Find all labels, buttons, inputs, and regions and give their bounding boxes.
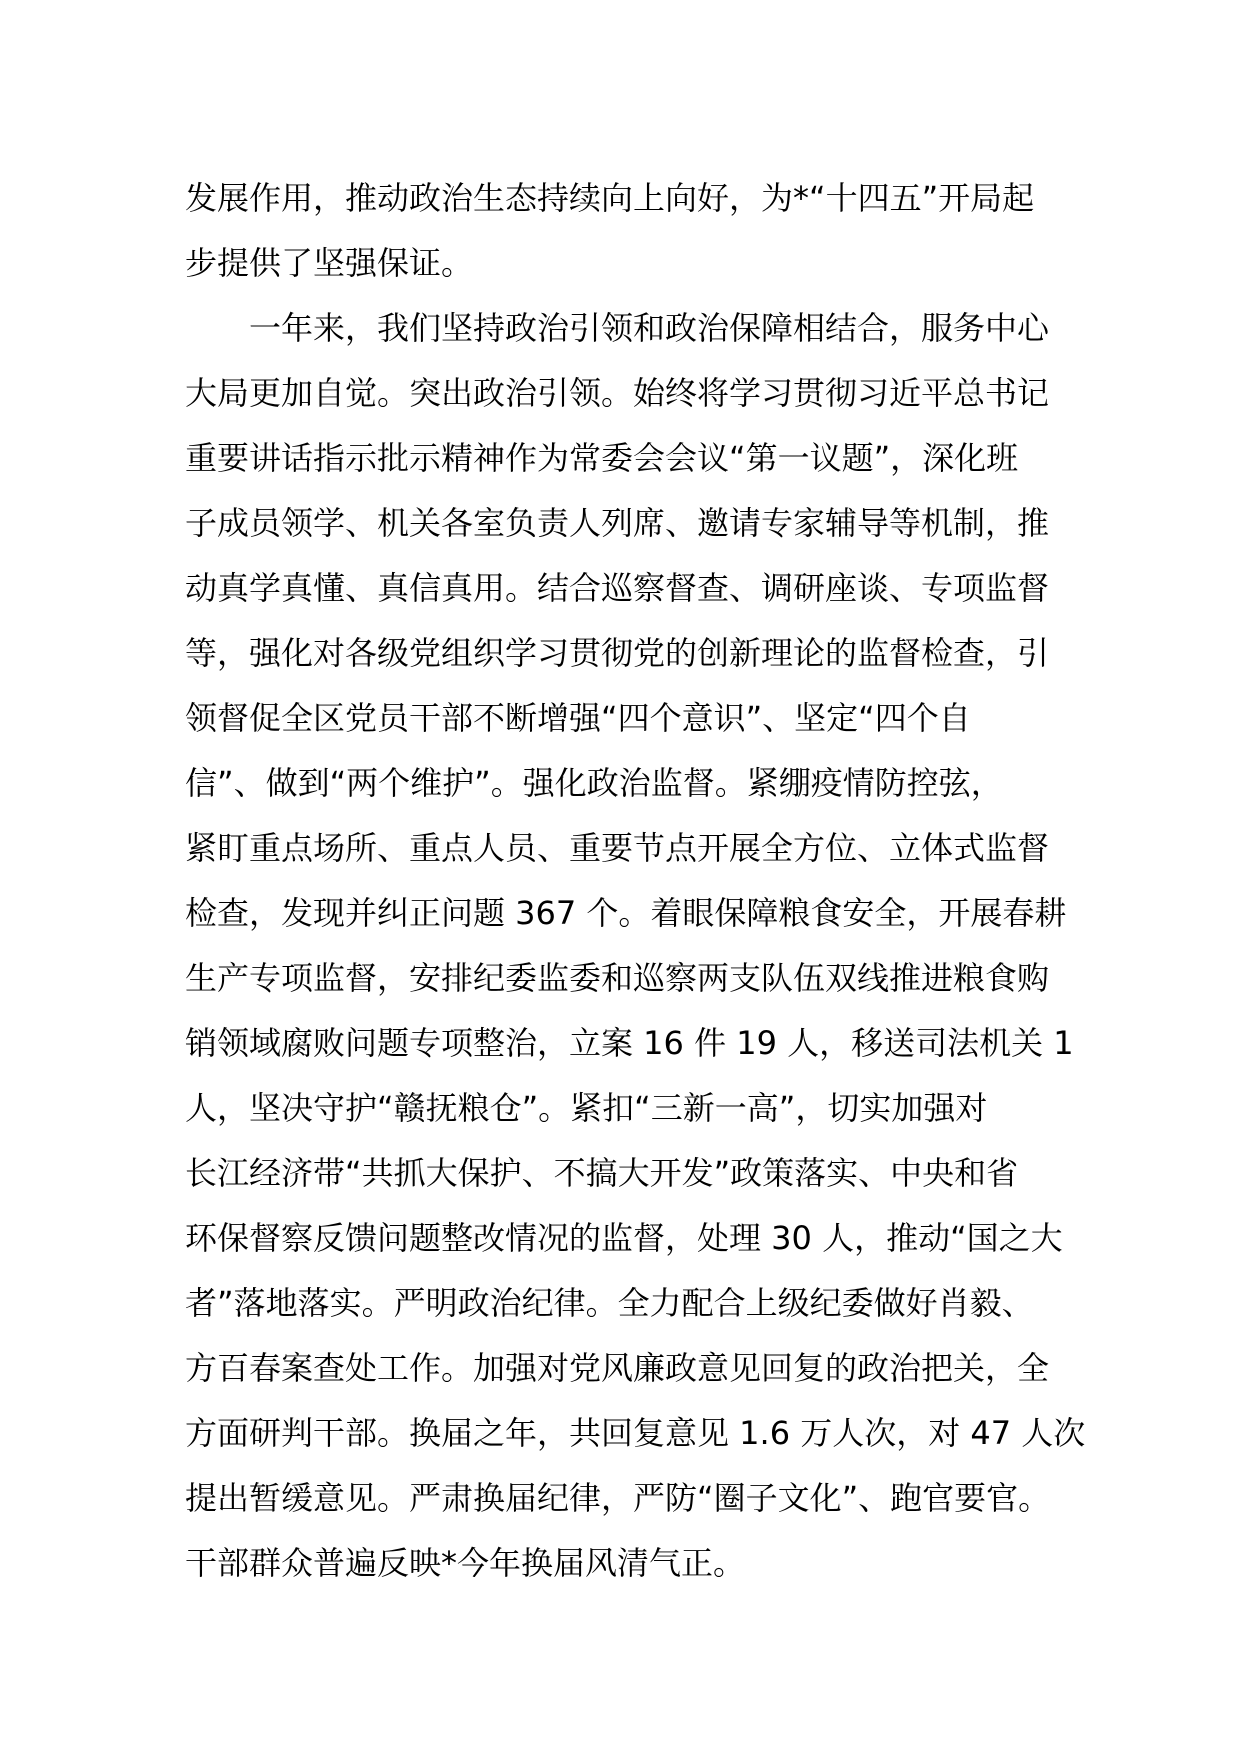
text-line: 发展作用，推动政治生态持续向上向好，为*“十四五”开局起	[185, 179, 1035, 217]
text-line: 干部群众普遍反映*今年换届风清气正。	[185, 1544, 746, 1582]
text-line: 信”、做到“两个维护”。强化政治监督。紧绷疫情防控弦，	[185, 764, 1003, 802]
text-line: 步提供了坚强保证。	[185, 244, 474, 282]
text-line: 大局更加自觉。突出政治引领。始终将学习贯彻习近平总书记	[185, 374, 1050, 412]
text-line: 方百春案查处工作。加强对党风廉政意见回复的政治把关，全	[185, 1349, 1050, 1387]
text-line: 长江经济带“共抓大保护、不搞大开发”政策落实、中央和省	[185, 1154, 1019, 1192]
text-line: 销领域腐败问题专项整治，立案 16 件 19 人，移送司法机关 1	[185, 1024, 1074, 1062]
text-line: 领督促全区党员干部不断增强“四个意识”、坚定“四个自	[185, 699, 971, 737]
text-line: 环保督察反馈问题整改情况的监督，处理 30 人，推动“国之大	[185, 1219, 1063, 1257]
text-line: 方面研判干部。换届之年，共回复意见 1.6 万人次，对 47 人次	[185, 1414, 1086, 1452]
text-line: 者”落地落实。严明政治纪律。全力配合上级纪委做好肖毅、	[185, 1284, 1034, 1322]
text-line: 等，强化对各级党组织学习贯彻党的创新理论的监督检查，引	[185, 634, 1050, 672]
text-line: 紧盯重点场所、重点人员、重要节点开展全方位、立体式监督	[185, 829, 1050, 867]
body-text	[185, 166, 1086, 1596]
text-line: 动真学真懂、真信真用。结合巡察督查、调研座谈、专项监督	[185, 569, 1050, 607]
text-line: 人，坚决守护“赣抚粮仓”。紧扣“三新一高”，切实加强对	[185, 1089, 988, 1127]
text-line: 提出暂缓意见。严肃换届纪律，严防“圈子文化”、跑官要官。	[185, 1479, 1051, 1517]
text-line: 生产专项监督，安排纪委监委和巡察两支队伍双线推进粮食购	[185, 959, 1050, 997]
text-line: 检查，发现并纠正问题 367 个。着眼保障粮食安全，开展春耕	[185, 894, 1067, 932]
text-line: 重要讲话指示批示精神作为常委会会议“第一议题”，深化班	[185, 439, 1019, 477]
text-line: 一年来，我们坚持政治引领和政治保障相结合，服务中心	[185, 309, 1050, 347]
text-line: 子成员领学、机关各室负责人列席、邀请专家辅导等机制，推	[185, 504, 1050, 542]
